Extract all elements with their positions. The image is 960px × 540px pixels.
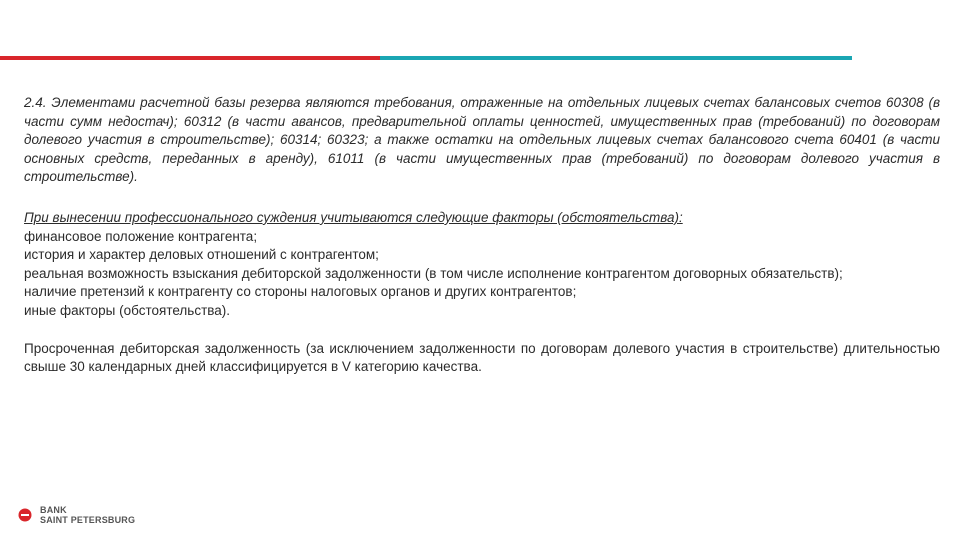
accent-bar-teal: [380, 56, 852, 60]
factor-item: иные факторы (обстоятельства).: [24, 302, 231, 318]
reserve-base-paragraph: 2.4. Элементами расчетной базы резерва являются требования, отраженные на отдельных лицевых счетах балансовых счетов 60308 (в части сумм недостач); 60312 (в части авансов, предварительной оплаты ценностей, имущественных прав (требований) по договорам долевого участия в строительстве); 60314; 60323; а также остатки на отдельных лицевых счетах балансового счета 60401 (в части основных средств, переданных в аренду), 61011 (в части имущественных прав (требований) по договорам долевого участия в строительстве).: [24, 95, 940, 185]
logo-line-1: BANK: [40, 505, 67, 515]
bank-logo-text: [40, 505, 135, 525]
factor-item: история и характер деловых отношений с контрагентом;: [24, 247, 379, 263]
overdue-debt-paragraph: Просроченная дебиторская задолженность (за исключением задолженности по договорам долевого участия в строительстве) длительностью свыше 30 календарных дней классифицируется в V категорию качества.: [24, 340, 940, 375]
factor-item: реальная возможность взыскания дебиторской задолженности (в том числе исполнение контрагентом договорных обязательств);: [24, 265, 843, 281]
accent-bar-red: [0, 56, 380, 60]
header-accent-bar: [0, 56, 852, 60]
factor-item: финансовое положение контрагента;: [24, 228, 258, 244]
factors-heading: При вынесении профессионального суждения учитываются следующие факторы (обстоятельства):: [24, 209, 683, 225]
bank-logo-icon: [18, 508, 32, 522]
slide-content: [24, 94, 940, 377]
factor-item: наличие претензий к контрагенту со стороны налоговых органов и других контрагентов;: [24, 284, 577, 300]
logo-line-2: SAINT PETERSBURG: [40, 515, 136, 525]
